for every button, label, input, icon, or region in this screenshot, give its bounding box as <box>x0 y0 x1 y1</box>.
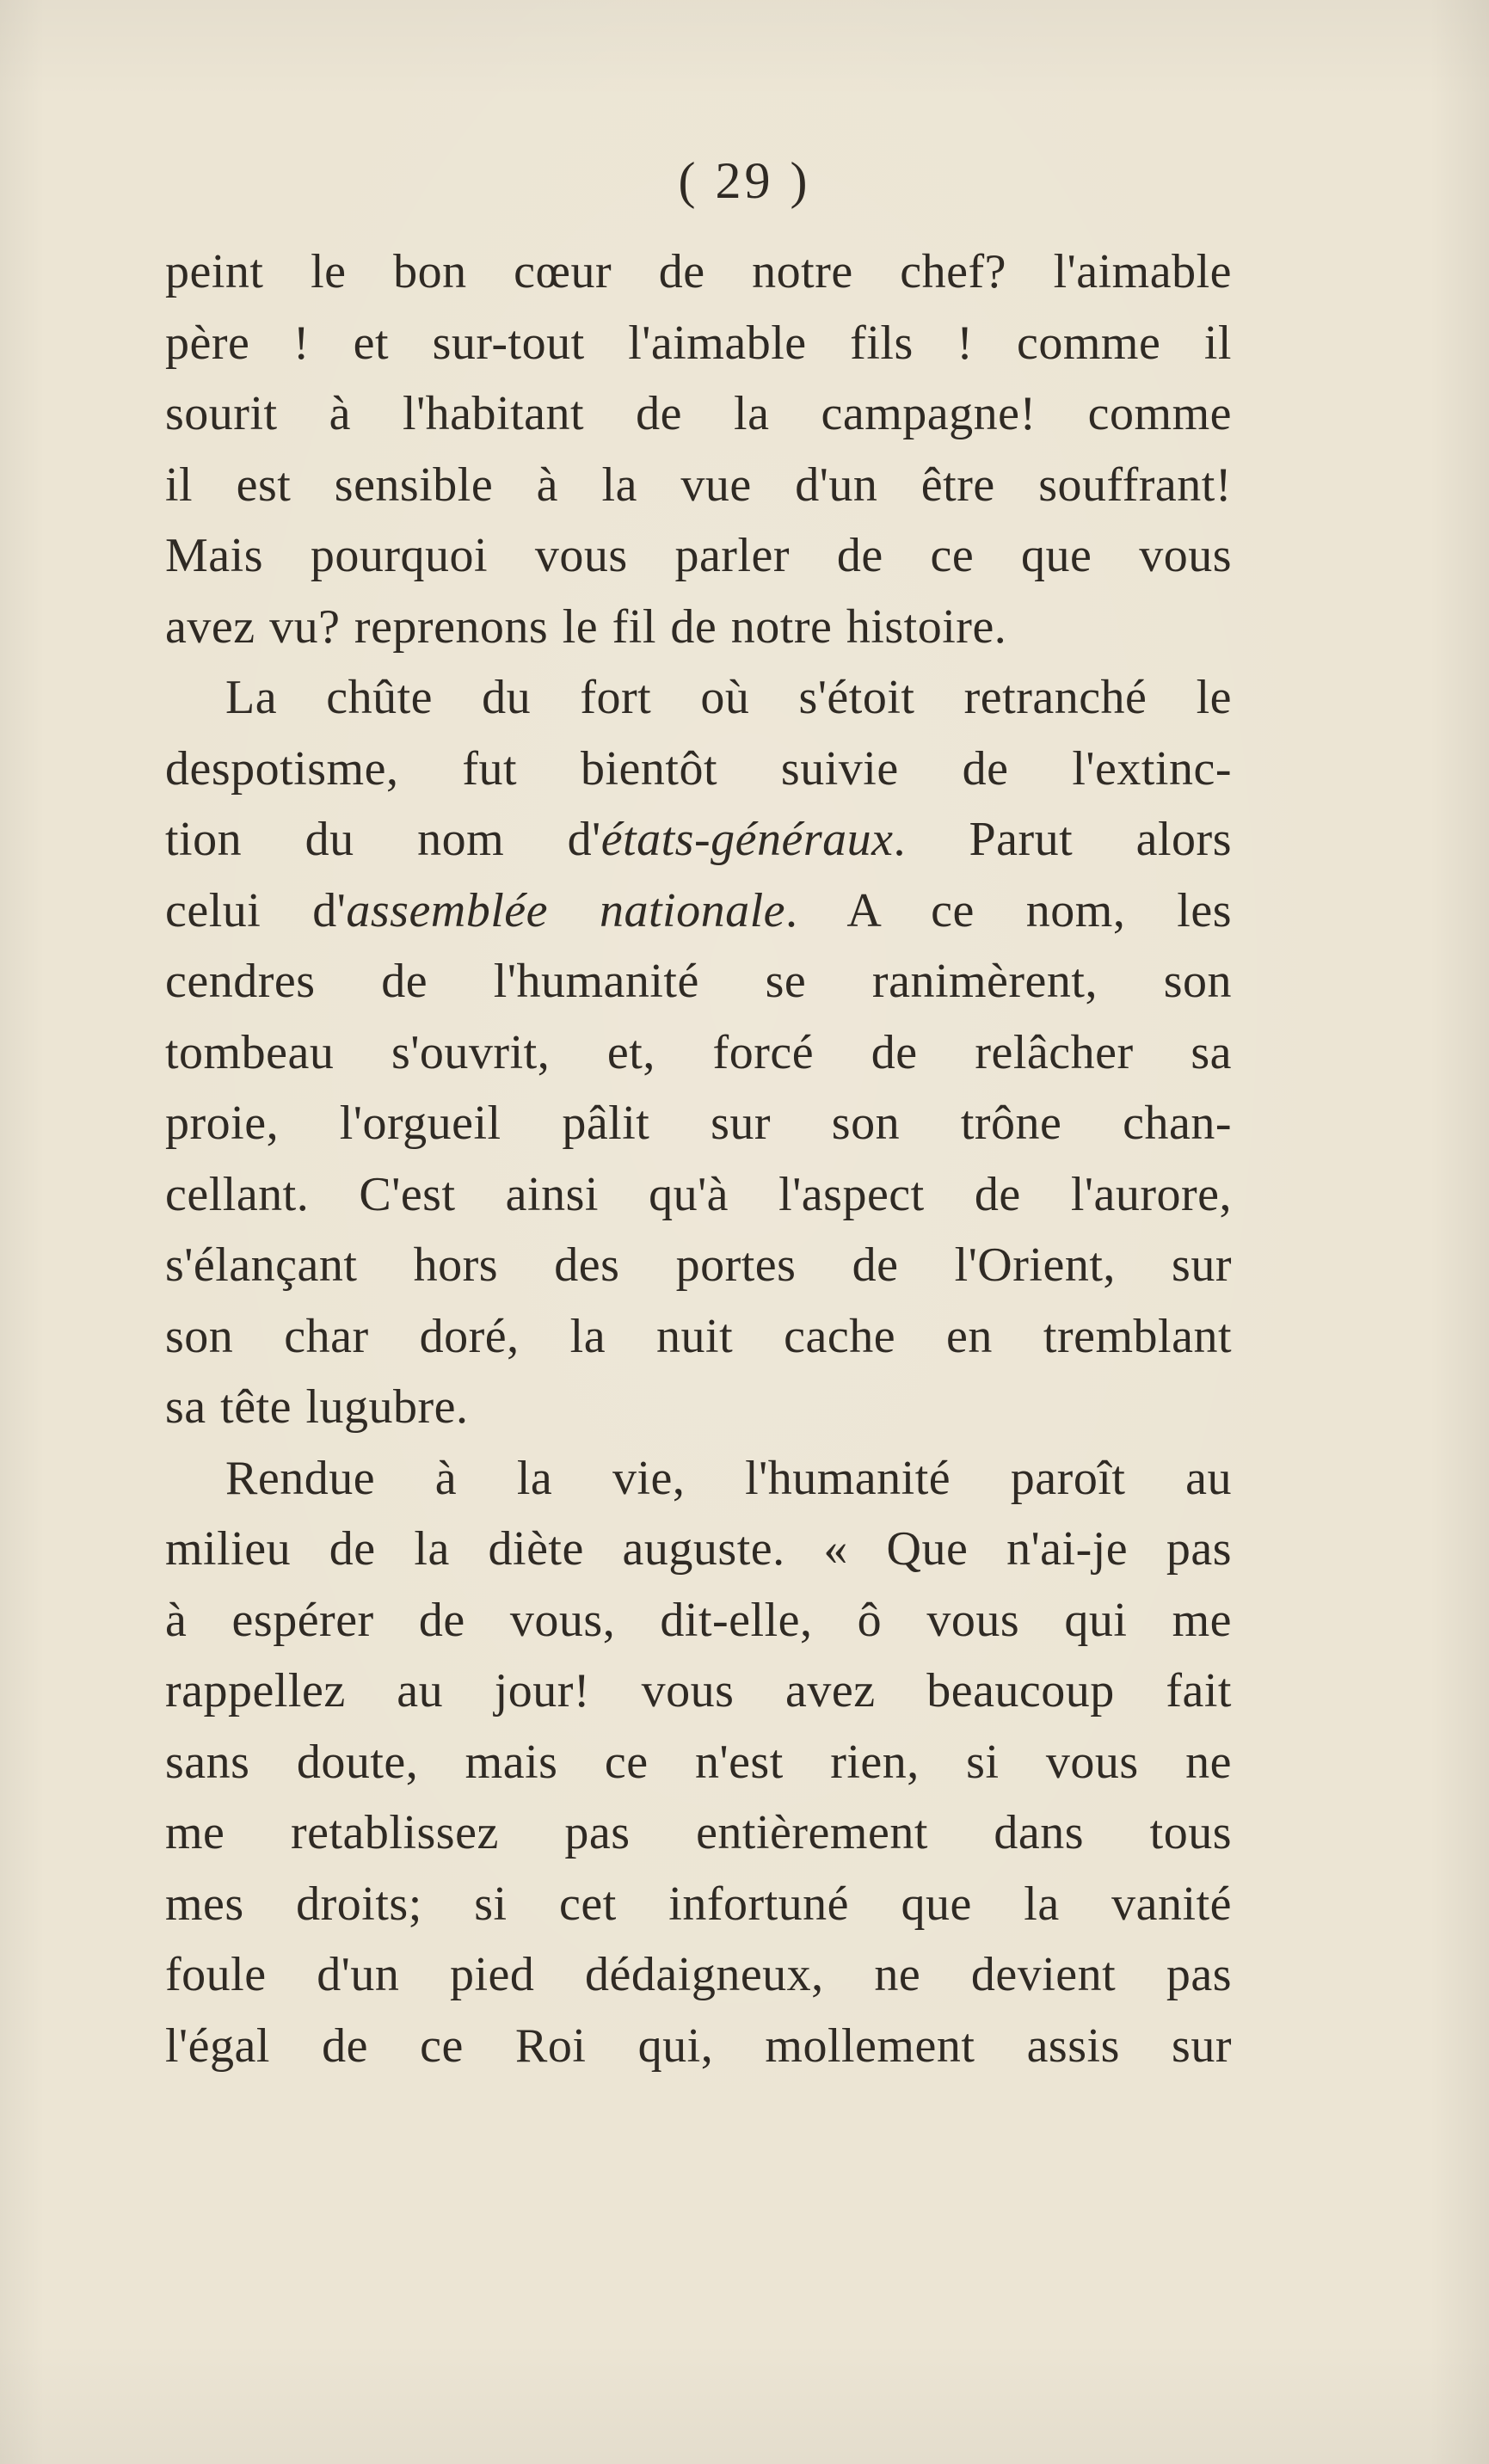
text-line: sa tête lugubre. <box>165 1380 469 1434</box>
text-line: tombeau s'ouvrit, et, forcé de relâcher sa <box>165 1025 1232 1079</box>
text-line: mes droits; si cet infortuné que la vanité <box>165 1877 1232 1931</box>
text-line: à espérer de vous, dit-elle, ô vous qui me <box>165 1593 1232 1647</box>
text-line: s'élançant hors des portes de l'Orient, sur <box>165 1238 1232 1292</box>
text-line: père ! et sur-tout l'aimable fils ! comme il <box>165 316 1232 370</box>
text-fragment: celui d' <box>165 883 347 937</box>
text-line: sourit à l'habitant de la campagne! comme <box>165 387 1232 440</box>
italic-term: états-généraux <box>600 813 894 866</box>
body-text <box>165 237 1232 2081</box>
text-line: cellant. C'est ainsi qu'à l'aspect de l'aurore, <box>165 1167 1232 1221</box>
italic-term: assemblée nationale <box>346 883 785 937</box>
text-line: milieu de la diète auguste. « Que n'ai-je pas <box>165 1522 1232 1576</box>
text-line <box>165 876 1232 947</box>
text-line: il est sensible à la vue d'un être souffrant! <box>165 458 1232 512</box>
text-fragment: . Parut alors <box>893 813 1233 866</box>
text-line: proie, l'orgueil pâlit sur son trône chan- <box>165 1097 1232 1150</box>
page-number: ( 29 ) <box>678 152 811 209</box>
text-line: peint le bon cœur de notre chef? l'aimable <box>165 245 1232 298</box>
text-line: sans doute, mais ce n'est rien, si vous ne <box>165 1735 1232 1789</box>
text-line <box>165 804 1232 876</box>
paragraph-start-line: Rendue à la vie, l'humanité paroît au <box>225 1451 1232 1505</box>
text-line: foule d'un pied dédaigneux, ne devient pas <box>165 1948 1232 2001</box>
paragraph-start-line: La chûte du fort où s'étoit retranché le <box>225 671 1232 724</box>
text-line: despotisme, fut bientôt suivie de l'extinc- <box>165 741 1232 796</box>
text-line: son char doré, la nuit cache en tremblant <box>165 1309 1232 1363</box>
text-line: rappellez au jour! vous avez beaucoup fait <box>165 1664 1232 1717</box>
text-fragment: tion du nom d' <box>165 813 601 866</box>
text-line: l'égal de ce Roi qui, mollement assis sur <box>165 2019 1232 2073</box>
text-line: avez vu? reprenons le fil de notre histoire. <box>165 599 1007 654</box>
text-line: Mais pourquoi vous parler de ce que vous <box>165 529 1232 582</box>
text-fragment: . A ce nom, les <box>784 883 1232 937</box>
text-line: me retablissez pas entièrement dans tous <box>165 1806 1232 1859</box>
text-line: cendres de l'humanité se ranimèrent, son <box>165 955 1232 1008</box>
